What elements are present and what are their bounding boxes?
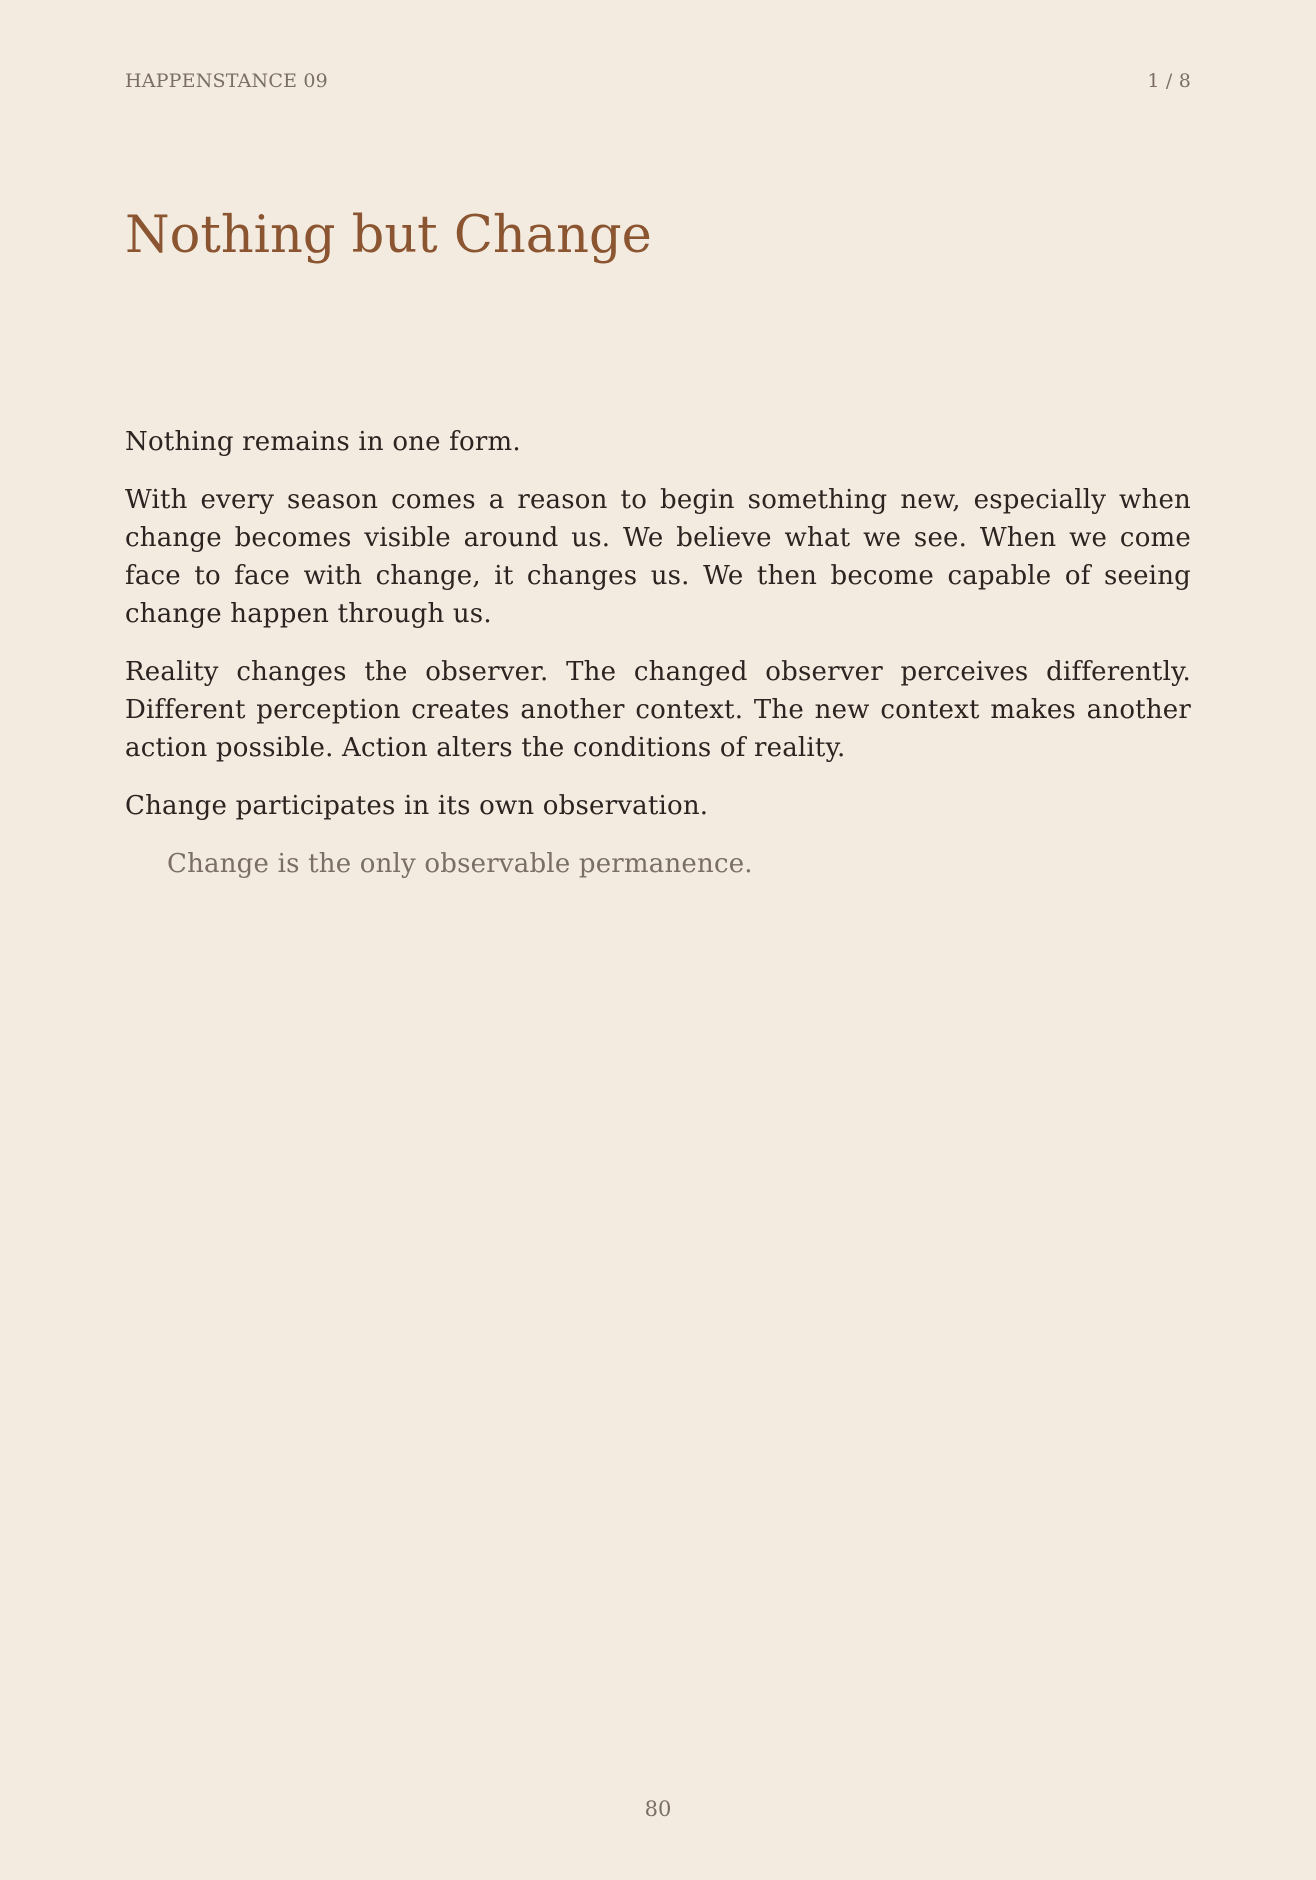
- publication-name: HAPPENSTANCE 09: [125, 70, 328, 92]
- page-number: 80: [644, 1797, 672, 1821]
- body-paragraph: Change participates in its own observation.: [125, 791, 709, 821]
- article-title: Nothing but Change: [125, 206, 652, 265]
- pull-quote: Change is the only observable permanence.: [167, 849, 753, 879]
- article-body: [125, 423, 1191, 883]
- body-paragraph: Reality changes the observer. The changed observer perceives differently. Different perception creates another context. The new context makes another action possible. Action alters the conditions of reality.: [125, 657, 1191, 763]
- page-indicator: 1 / 8: [1147, 70, 1191, 92]
- running-header: [125, 68, 1191, 94]
- body-paragraph: With every season comes a reason to begin something new, especially when change becomes visible around us. We believe what we see. When we come face to face with change, it changes us. We then become capable of seeing change happen through us.: [125, 485, 1191, 629]
- body-paragraph: Nothing remains in one form.: [125, 427, 521, 457]
